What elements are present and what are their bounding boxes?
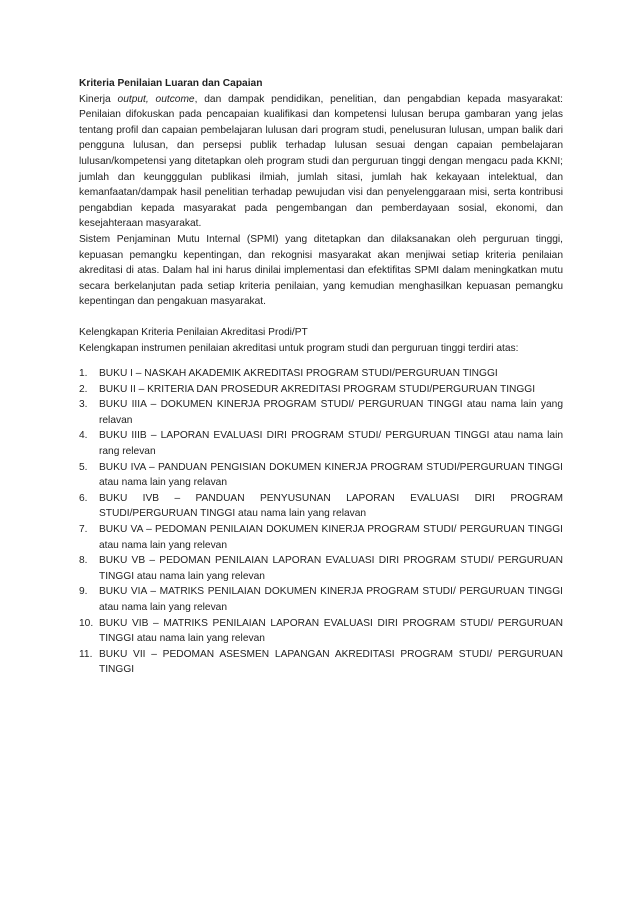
list-item-number: 11. bbox=[79, 648, 93, 660]
spacer bbox=[79, 310, 563, 325]
list-item-text: BUKU IIIA – DOKUMEN KINERJA PROGRAM STUDI/ PERGURUAN TINGGI atau nama lain yang relavan bbox=[99, 399, 563, 426]
list-item bbox=[79, 428, 563, 459]
list-item bbox=[79, 382, 563, 398]
list-item-text: BUKU II – KRITERIA DAN PROSEDUR AKREDITASI PROGRAM STUDI/PERGURUAN TINGGI bbox=[99, 383, 536, 395]
list-item bbox=[79, 460, 563, 491]
list-item-text: BUKU VA – PEDOMAN PENILAIAN DOKUMEN KINERJA PROGRAM STUDI/ PERGURUAN TINGGI atau nama lain yang relevan bbox=[99, 524, 563, 551]
document-page bbox=[79, 76, 563, 678]
section-heading-kelengkapan: Kelengkapan Kriteria Penilaian Akreditasi Prodi/PT bbox=[79, 326, 308, 338]
section-heading-kriteria: Kriteria Penilaian Luaran dan Capaian bbox=[79, 78, 263, 89]
list-item-text: BUKU VIB – MATRIKS PENILAIAN LAPORAN EVALUASI DIRI PROGRAM STUDI/ PERGURUAN TINGGI atau nama lain yang relevan bbox=[99, 617, 563, 645]
paragraph-kinerja bbox=[79, 92, 563, 232]
list-item-number: 9. bbox=[79, 586, 88, 598]
list-item bbox=[79, 584, 563, 615]
list-item-text: BUKU IVB – PANDUAN PENYUSUNAN LAPORAN EVALUASI DIRI PROGRAM STUDI/PERGURUAN TINGGI atau nama lain yang relavan bbox=[99, 492, 563, 520]
list-item-number: 7. bbox=[79, 524, 88, 536]
paragraph-spmi: Sistem Penjaminan Mutu Internal (SPMI) yang ditetapkan dan dilaksanakan oleh perguruan tinggi, kepuasan pemangku kepentingan, dan rekognisi masyarakat akan menjiwai setiap kriteria penilaian akreditasi di atas. Dalam hal ini harus dinilai implementasi dan efektifitas SPMI dalam meningkatkan mutu secara berkelanjutan pada setiap kriteria penilaian, yang kemudian menghasilkan kepuasan pemangku kepentingan dan pengakuan masyarakat. bbox=[79, 233, 563, 308]
list-item-number: 3. bbox=[79, 399, 88, 411]
paragraph-kinerja-prefix: Kinerja bbox=[79, 93, 118, 105]
list-item-text: BUKU VB – PEDOMAN PENILAIAN LAPORAN EVALUASI DIRI PROGRAM STUDI/ PERGURUAN TINGGI atau nama lain yang relevan bbox=[99, 555, 563, 582]
list-item-number: 6. bbox=[79, 492, 88, 504]
list-item-text: BUKU VII – PEDOMAN ASESMEN LAPANGAN AKREDITASI PROGRAM STUDI/ PERGURUAN TINGGI bbox=[99, 648, 563, 676]
paragraph-kinerja-rest: , dan dampak pendidikan, penelitian, dan pengabdian kepada masyarakat: Penilaian difokuskan pada pencapaian kualifikasi dan kompetensi lulusan berupa gambaran yang jelas tentang profil dan capaian pembelajaran lulusan dari program studi, penelusuran lulusan, umpan balik dari pengguna lulusan, dan persepsi publik terhadap lulusan sesuai dengan capaian pembelajaran lulusan/kompetensi yang ditetapkan oleh program studi dan perguruan tinggi dengan mengacu pada KKNI; jumlah dan keungggulan publikasi ilmiah, jumlah sitasi, jumlah hak kekayaan intelektual, dan kemanfaatan/dampak hasil penelitian terhadap pewujudan visi dan penyelenggaraan misi, serta kontribusi pengabdian kepada masyarakat pada pengembangan dan pemberdayaan sosial, ekonomi, dan kesejahteraan masyarakat. bbox=[79, 93, 564, 230]
list-item bbox=[79, 616, 563, 647]
list-item-number: 4. bbox=[79, 430, 88, 442]
list-item-text: BUKU IVA – PANDUAN PENGISIAN DOKUMEN KINERJA PROGRAM STUDI/PERGURUAN TINGGI atau nama lain yang relavan bbox=[99, 461, 563, 489]
list-item bbox=[79, 553, 563, 584]
list-item-number: 1. bbox=[79, 368, 88, 380]
list-item bbox=[79, 366, 563, 382]
instrument-list bbox=[79, 366, 563, 678]
paragraph-intro: Kelengkapan instrumen penilaian akreditasi untuk program studi dan perguruan tinggi terdiri atas: bbox=[79, 342, 519, 354]
list-item bbox=[79, 647, 563, 678]
paragraph-kinerja-italic: output, outcome bbox=[117, 93, 195, 105]
list-item bbox=[79, 522, 563, 553]
list-item-number: 10. bbox=[79, 617, 94, 629]
list-item-number: 5. bbox=[79, 461, 88, 473]
list-item-text: BUKU VIA – MATRIKS PENILAIAN DOKUMEN KINERJA PROGRAM STUDI/ PERGURUAN TINGGI atau nama lain yang relevan bbox=[99, 586, 563, 613]
list-item-text: BUKU IIIB – LAPORAN EVALUASI DIRI PROGRAM STUDI/ PERGURUAN TINGGI atau nama lain rang relevan bbox=[99, 430, 563, 458]
list-item-number: 2. bbox=[79, 383, 88, 395]
list-item-number: 8. bbox=[79, 555, 88, 567]
list-item-text: BUKU I – NASKAH AKADEMIK AKREDITASI PROGRAM STUDI/PERGURUAN TINGGI bbox=[99, 368, 498, 380]
list-item bbox=[79, 397, 563, 428]
list-item bbox=[79, 491, 563, 522]
